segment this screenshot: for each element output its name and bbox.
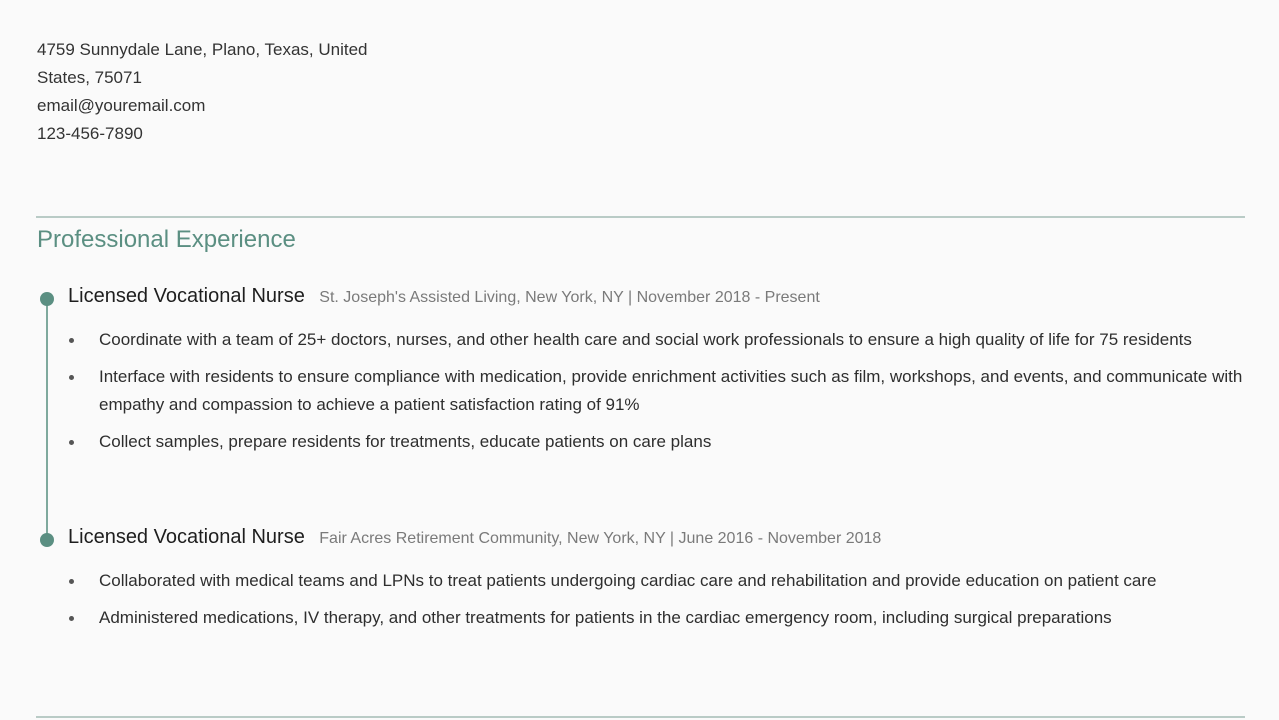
job-meta-1: St. Joseph's Assisted Living, New York, NY | November 2018 - Present [319, 289, 820, 306]
phone-text: 123-456-7890 [37, 124, 143, 143]
list-item: Collaborated with medical teams and LPNs to treat patients undergoing cardiac care and rehabilitation and provide education on patient care [68, 567, 1248, 595]
address-line-1: 4759 Sunnydale Lane, Plano, Texas, United [37, 40, 368, 59]
job-bullets-2 [68, 567, 1248, 641]
address-line-2: States, 75071 [37, 68, 142, 87]
job-title-1: Licensed Vocational Nurse [68, 285, 305, 307]
section-divider-top [36, 216, 1245, 218]
timeline-line [46, 300, 48, 540]
list-item: Coordinate with a team of 25+ doctors, nurses, and other health care and social work professionals to ensure a high quality of life for 75 residents [68, 326, 1248, 354]
job-header-1 [68, 285, 820, 308]
timeline-dot-2 [40, 533, 54, 547]
contact-block [37, 36, 427, 148]
job-header-2 [68, 526, 881, 549]
job-bullets-1 [68, 326, 1248, 465]
section-divider-bottom [36, 716, 1245, 718]
timeline-dot-1 [40, 292, 54, 306]
email-text: email@youremail.com [37, 96, 206, 115]
job-title-2: Licensed Vocational Nurse [68, 526, 305, 548]
list-item: Collect samples, prepare residents for treatments, educate patients on care plans [68, 428, 1248, 456]
list-item: Interface with residents to ensure compliance with medication, provide enrichment activities such as film, workshops, and events, and communicate with empathy and compassion to achieve a patient satisfaction rating of 91% [68, 363, 1248, 419]
job-meta-2: Fair Acres Retirement Community, New York, NY | June 2016 - November 2018 [319, 530, 882, 547]
list-item: Administered medications, IV therapy, and other treatments for patients in the cardiac emergency room, including surgical preparations [68, 604, 1248, 632]
section-title: Professional Experience [37, 226, 296, 253]
